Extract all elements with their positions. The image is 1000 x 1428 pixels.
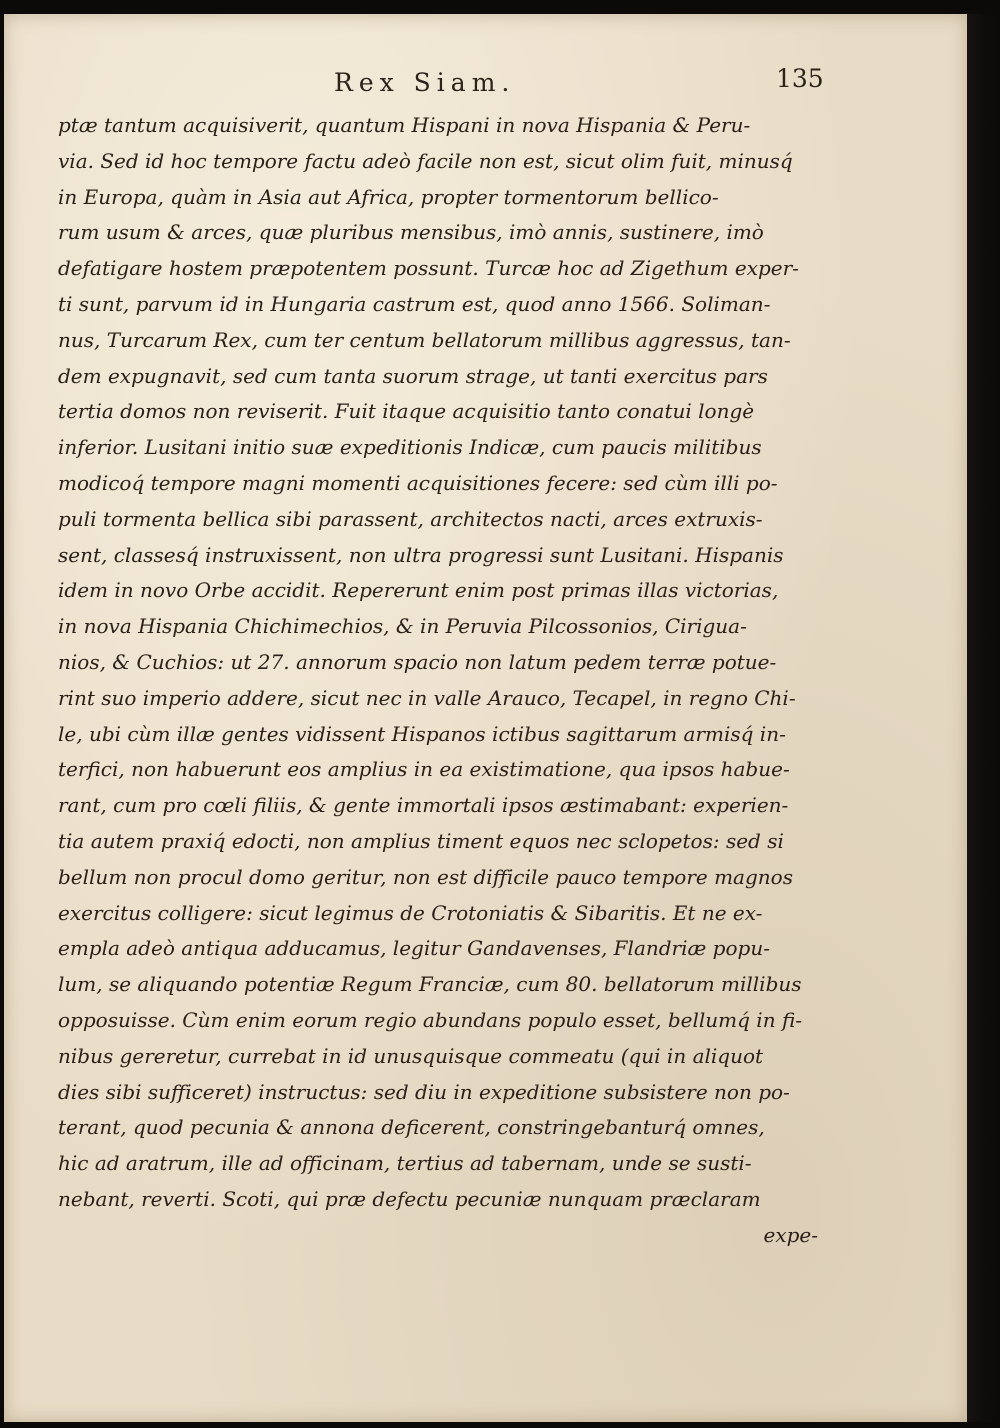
page-number: 135	[776, 64, 824, 93]
text-line: idem in novo Orbe accidit. Repererunt enim post primas illas victorias,	[58, 578, 779, 603]
text-line: empla adeò antiqua adducamus, legitur Gandavenses, Flandriæ popu-	[58, 936, 770, 961]
text-line: rint suo imperio addere, sicut nec in valle Arauco, Tecapel, in regno Chi-	[58, 685, 796, 710]
text-line: exercitus colligere: sicut legimus de Crotoniatis & Sibaritis. Et ne ex-	[58, 900, 763, 925]
text-line: nios, & Cuchios: ut 27. annorum spacio non latum pedem terræ potue-	[58, 649, 777, 674]
text-line: in Europa, quàm in Asia aut Africa, propter tormentorum bellico-	[58, 184, 719, 209]
page-edge-shadow	[967, 14, 1000, 1422]
text-line: ptæ tantum acquisiverit, quantum Hispani in nova Hispania & Peru-	[58, 113, 751, 137]
text-line: terfici, non habuerunt eos amplius in ea existimatione, qua ipsos habue-	[58, 757, 790, 782]
text-line: modicoq́ tempore magni momenti acquisitiones fecere: sed cùm illi po-	[58, 470, 778, 495]
text-line: inferior. Lusitani initio suæ expeditionis Indicæ, cum paucis militibus	[58, 435, 762, 460]
text-line: le, ubi cùm illæ gentes vidissent Hispanos ictibus sagittarum armisq́ in-	[58, 721, 786, 746]
text-line: lum, se aliquando potentiæ Regum Franciæ, cum 80. bellatorum millibus	[58, 972, 802, 997]
catchword: expe-	[763, 1222, 818, 1247]
text-line: in nova Hispania Chichimechios, & in Peruvia Pilcossonios, Cirigua-	[58, 614, 747, 639]
text-line: tertia domos non reviserit. Fuit itaque acquisitio tanto conatui longè	[58, 399, 755, 424]
text-line: opposuisse. Cùm enim eorum regio abundans populo esset, bellumq́ in fi-	[58, 1007, 803, 1032]
running-head: Rex Siam.	[334, 68, 516, 97]
text-line: puli tormenta bellica sibi parassent, architectos nacti, arces extruxis-	[58, 506, 763, 531]
text-line: nibus gereretur, currebat in id unusquisque commeatu (qui in aliquot	[58, 1043, 764, 1068]
text-line: hic ad aratrum, ille ad officinam, tertius ad tabernam, unde se susti-	[58, 1151, 752, 1176]
text-line: rum usum & arces, quæ pluribus mensibus, imò annis, sustinere, imò	[58, 220, 764, 245]
text-line: ti sunt, parvum id in Hungaria castrum est, quod anno 1566. Soliman-	[58, 291, 771, 316]
text-line: nus, Turcarum Rex, cum ter centum bellatorum millibus aggressus, tan-	[58, 327, 791, 352]
text-line: defatigare hostem præpotentem possunt. Turcæ hoc ad Zigethum exper-	[58, 256, 799, 281]
text-line: bellum non procul domo geritur, non est difficile pauco tempore magnos	[58, 864, 793, 889]
body-text	[58, 108, 818, 1254]
text-line: terant, quod pecunia & annona deficerent, constringebanturq́ omnes,	[58, 1115, 765, 1140]
text-line: via. Sed id hoc tempore factu adeò facile non est, sicut olim fuit, minusq́	[58, 148, 793, 173]
text-line: nebant, reverti. Scoti, qui præ defectu pecuniæ nunquam præclaram	[58, 1186, 761, 1211]
text-line: rant, cum pro cœli filiis, & gente immortali ipsos æstimabant: experien-	[58, 793, 789, 818]
text-line: sent, classesq́ instruxissent, non ultra progressi sunt Lusitani. Hispanis	[58, 542, 784, 567]
text-line: dies sibi sufficeret) instructus: sed diu in expeditione subsistere non po-	[58, 1079, 790, 1104]
text-line: tia autem praxiq́ edocti, non amplius timent equos nec sclopetos: sed si	[58, 828, 784, 853]
text-line: dem expugnavit, sed cum tanta suorum strage, ut tanti exercitus pars	[58, 363, 768, 388]
